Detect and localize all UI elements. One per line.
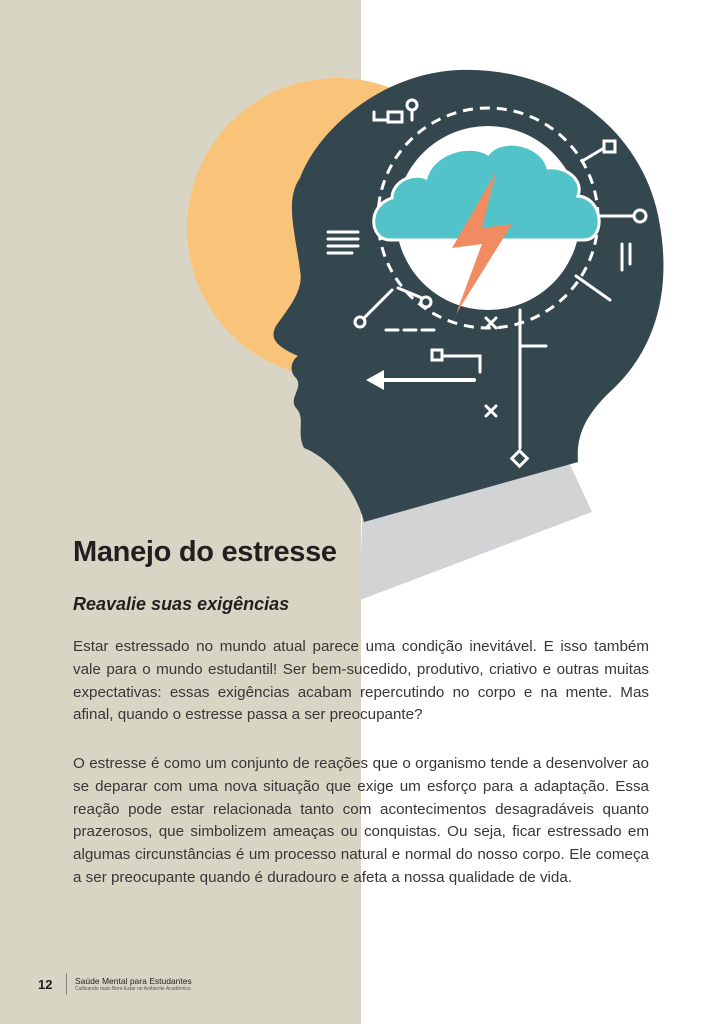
page-footer [38,972,192,996]
page-number: 12 [38,976,53,992]
page-title: Manejo do estresse [73,536,337,568]
footer-divider [66,973,67,995]
footer-publication-info [75,976,192,993]
paragraph-intro: Estar estressado no mundo atual parece uma condição inevitável. E isso também vale para o mundo estudantil! Ser bem-sucedido, produtivo, criativo e outras muitas expectativas: essas exigências acabam repercutindo no corpo e na mente. Mas afinal, quando o estresse passa a ser preocupante? [73,638,649,724]
footer-title: Saúde Mental para Estudantes [75,975,192,986]
section-subtitle: Reavalie suas exigências [73,594,290,614]
stress-head-illustration [185,65,670,605]
footer-subtitle: Cultivando mais Bem-Estar no Ambiente Acadêmico [75,985,191,992]
paragraph-definition: O estresse é como um conjunto de reações que o organismo tende a desenvolver ao se deparar com uma nova situação que exige um esforço para a adaptação. Essa reação pode estar relacionada tanto com acontecimentos desagradáveis quanto prazerosos, que simbolizem ameaças ou conquistas. Ou seja, ficar estressado em algumas circunstâncias é um processo natural e normal do nosso corpo. Ele começa a ser preocupante quando é duradouro e afeta a nossa qualidade de vida. [73,755,649,886]
